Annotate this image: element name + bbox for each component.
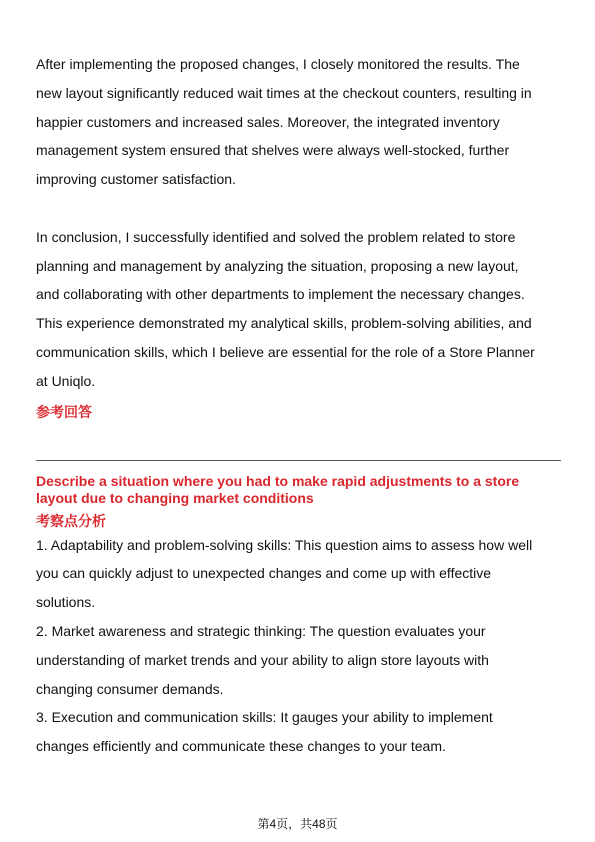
analysis-heading: 考察点分析 [36, 512, 106, 529]
page-number: 第4页，共48页 [257, 817, 338, 831]
paragraph-line: planning and management by analyzing the situation, proposing a new layout, [36, 257, 519, 274]
paragraph-line: This experience demonstrated my analytical skills, problem-solving abilities, and [36, 315, 532, 332]
conclusion-paragraph [36, 223, 561, 396]
page-content [36, 50, 561, 761]
paragraph-line: happier customers and increased sales. Moreover, the integrated inventory [36, 113, 500, 130]
analysis-line: changing consumer demands. [36, 680, 224, 697]
paragraph-line: at Uniqlo. [36, 372, 96, 389]
paragraph-line: improving customer satisfaction. [36, 171, 236, 188]
paragraph-line: new layout significantly reduced wait times at the checkout counters, resulting in [36, 84, 532, 101]
analysis-line: changes efficiently and communicate these changes to your team. [36, 738, 446, 755]
analysis-line: solutions. [36, 594, 96, 611]
paragraph-line: communication skills, which I believe are essential for the role of a Store Planner [36, 343, 535, 360]
paragraph-line: In conclusion, I successfully identified and solved the problem related to store [36, 228, 516, 245]
paragraph-line: and collaborating with other departments to implement the necessary changes. [36, 286, 525, 303]
analysis-line: 1. Adaptability and problem-solving skills: This question aims to assess how well [36, 536, 533, 553]
section-divider [36, 460, 561, 461]
analysis-line: understanding of market trends and your ability to align store layouts with [36, 651, 489, 668]
paragraph-spacer [36, 194, 561, 223]
question-title: Describe a situation where you had to make rapid adjustments to a store layout due to changing market conditions [36, 472, 520, 506]
analysis-line: 3. Execution and communication skills: It gauges your ability to implement [36, 709, 493, 726]
paragraph-line: management system ensured that shelves were always well-stocked, further [36, 142, 510, 159]
analysis-line: you can quickly adjust to unexpected changes and come up with effective [36, 565, 492, 582]
analysis-points [36, 531, 561, 761]
analysis-line: 2. Market awareness and strategic thinking: The question evaluates your [36, 622, 486, 639]
reference-answer-heading: 参考回答 [36, 403, 92, 420]
conclusion-results-paragraph [36, 50, 561, 194]
paragraph-line: After implementing the proposed changes, I closely monitored the results. The [36, 56, 520, 72]
